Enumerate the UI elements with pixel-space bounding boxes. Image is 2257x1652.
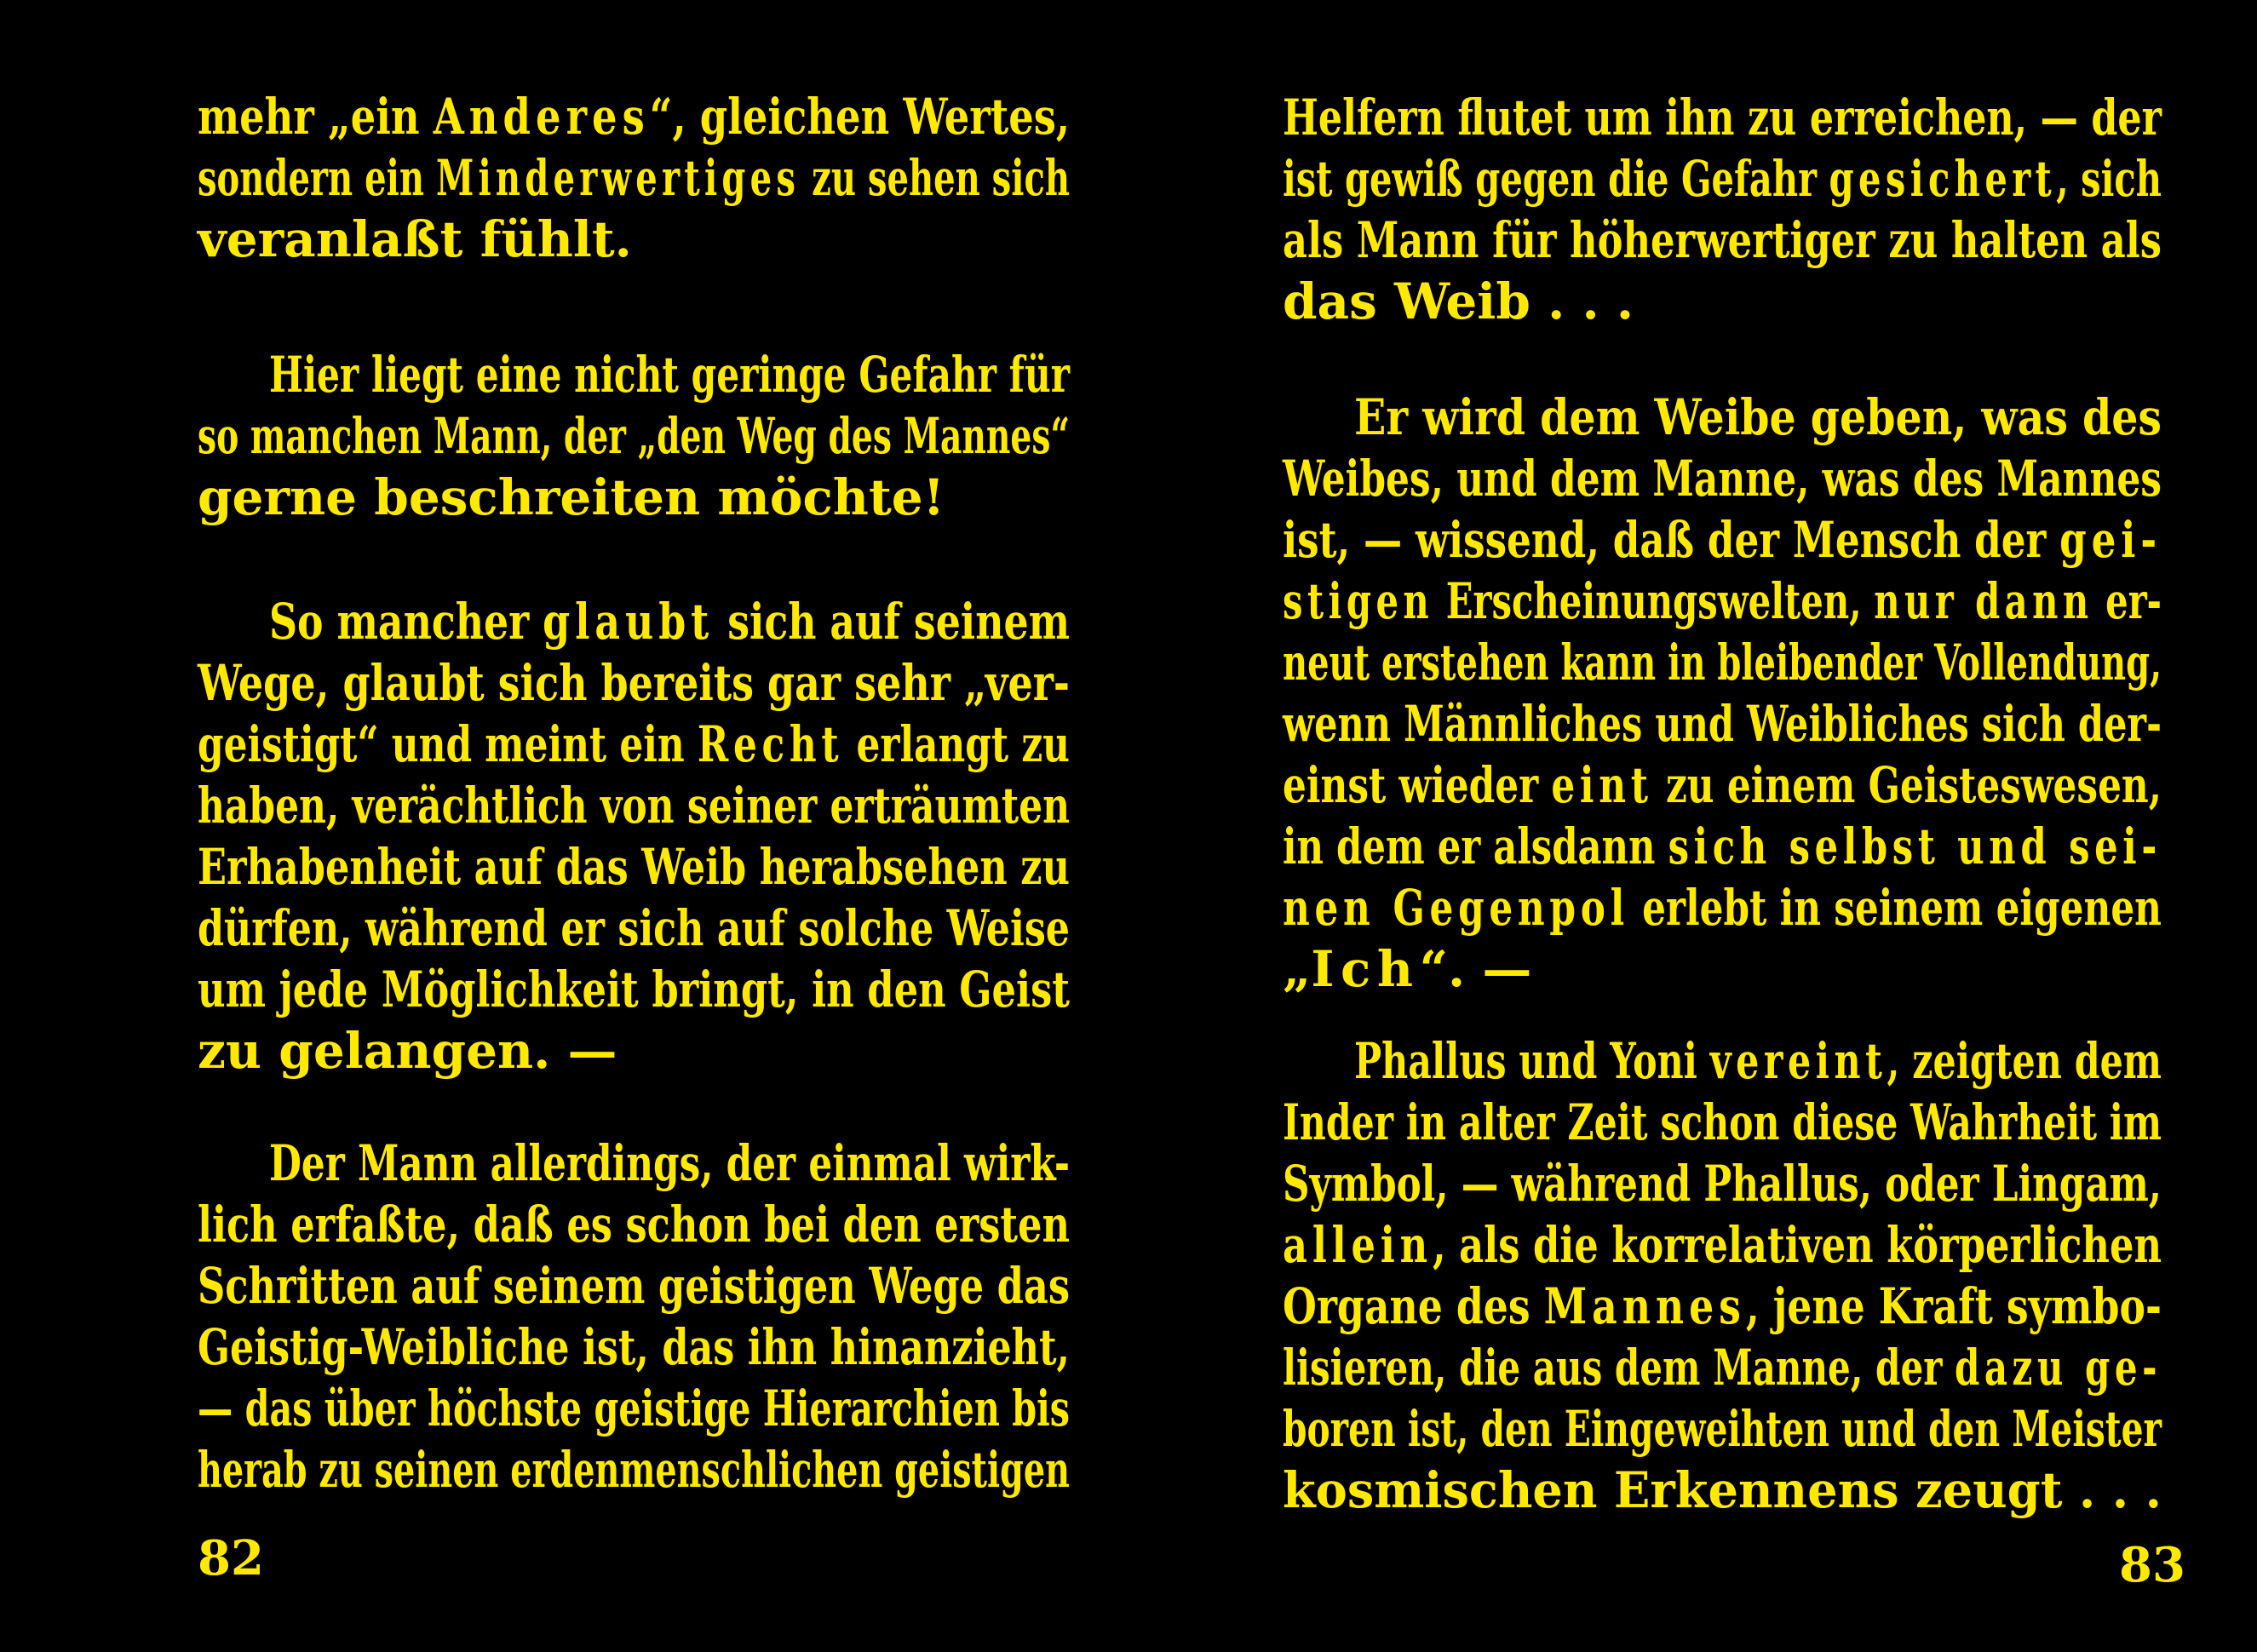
text-line-content: Hier liegt eine nicht geringe Gefahr für: [269, 346, 1070, 404]
text-line: [1283, 448, 2162, 509]
text-line: [198, 467, 1070, 528]
text-line-content: Schritten auf seinem geistigen Wege das: [198, 1257, 1070, 1315]
text-line-content: zu gelangen. —: [198, 1022, 617, 1080]
paragraph: [198, 344, 1070, 528]
letterspaced-text: nur dann: [1874, 572, 2093, 630]
text-line: [1283, 148, 2162, 209]
text-line: [198, 591, 1070, 652]
text-line: [1283, 1337, 2162, 1398]
text-line-content: nen Gegenpol erlebt in seinem eigenen: [1283, 879, 2162, 937]
text-line-content: lich erfaßte, daß es schon bei den ersten: [198, 1196, 1070, 1253]
text-line: [198, 1378, 1070, 1439]
text-line-content: Wege, glaubt sich bereits gar sehr „ver-: [198, 654, 1070, 712]
paragraph: [1283, 387, 2162, 1000]
page-number-right: 83: [2119, 1537, 2185, 1593]
letterspaced-text: Recht: [697, 715, 844, 773]
text-line: [1283, 1276, 2162, 1337]
text-line: [1283, 693, 2162, 754]
text-line: [198, 898, 1070, 959]
letterspaced-text: sich selbst und sei-: [1668, 817, 2162, 875]
text-line: [1283, 877, 2162, 938]
letterspaced-text: Anderes: [433, 88, 650, 146]
letterspaced-text: Mannes: [1543, 1277, 1746, 1335]
paragraph: [1283, 1030, 2162, 1521]
text-line-content: Der Mann allerdings, der einmal wirk-: [269, 1134, 1070, 1192]
text-line-content: Symbol, — während Phallus, oder Lingam,: [1283, 1155, 2162, 1213]
text-line-content: als Mann für höherwertiger zu halten als: [1283, 211, 2162, 269]
paragraph: [198, 86, 1070, 270]
text-line: [198, 1439, 1070, 1500]
letterspaced-text: stigen: [1283, 572, 1434, 630]
text-line-content: ist, — wissend, daß der Mensch der gei-: [1283, 511, 2162, 569]
text-line-content: Er wird dem Weibe geben, was des: [1354, 388, 2162, 446]
paragraph: [198, 591, 1070, 1081]
text-line-content: herab zu seinen erdenmenschlichen geistigen: [198, 1441, 1070, 1499]
text-line: [198, 959, 1070, 1020]
text-line-content: neut erstehen kann in bleibender Vollendung,: [1283, 634, 2162, 691]
text-line: [198, 86, 1070, 147]
text-line-content: haben, verächtlich von seiner erträumten: [198, 777, 1070, 835]
text-line: [198, 147, 1070, 209]
page-83-text-column: [1283, 0, 2162, 1652]
text-line: [1283, 209, 2162, 271]
text-line: [1283, 1398, 2162, 1460]
letterspaced-text: gesichert: [1829, 150, 2057, 208]
text-line-content: Phallus und Yoni vereint, zeigten dem: [1354, 1032, 2162, 1090]
text-line: [198, 836, 1070, 898]
text-line-content: veranlaßt fühlt.: [198, 210, 632, 268]
paragraph: [1283, 87, 2162, 332]
text-line-content: Inder in alter Zeit schon diese Wahrheit im: [1283, 1093, 2162, 1151]
letterspaced-text: Minderwertiges: [435, 149, 801, 207]
text-line-content: in dem er alsdann sich selbst und sei-: [1283, 817, 2162, 875]
text-line-content: mehr „ein Anderes“, gleichen Wertes,: [198, 88, 1070, 146]
text-line: [198, 775, 1070, 836]
text-line: [198, 1255, 1070, 1316]
text-line-content: Organe des Mannes, jene Kraft symbo-: [1283, 1277, 2162, 1335]
text-line-content: So mancher glaubt sich auf seinem: [269, 593, 1070, 651]
text-line: [198, 1194, 1070, 1255]
text-line-content: Geistig-Weibliche ist, das ihn hinanzieht,: [198, 1318, 1070, 1376]
letterspaced-text: nen Gegenpol: [1283, 879, 1629, 937]
text-line: [1283, 1092, 2162, 1153]
text-line: [198, 1020, 1070, 1081]
text-line-content: — das über höchste geistige Hierarchien bis: [198, 1380, 1070, 1437]
text-line-content: stigen Erscheinungswelten, nur dann er-: [1283, 572, 2162, 630]
text-line: [198, 714, 1070, 775]
text-line-content: um jede Möglichkeit bringt, in den Geist: [198, 961, 1070, 1018]
text-line: [1283, 1153, 2162, 1214]
text-line-content: kosmischen Erkennens zeugt . . .: [1283, 1461, 2162, 1519]
text-line: [198, 1316, 1070, 1378]
text-line-content: boren ist, den Eingeweihten und den Meister: [1283, 1400, 2162, 1458]
page-number-left: 82: [198, 1530, 264, 1586]
text-line: [1283, 754, 2162, 816]
text-line: [1283, 87, 2162, 148]
text-line-content: gerne beschreiten möchte!: [198, 468, 945, 526]
text-line: [198, 1133, 1070, 1194]
text-line-content: ist gewiß gegen die Gefahr gesichert, sich: [1283, 150, 2162, 208]
page-82-text-column: [198, 0, 1070, 1652]
text-line-content: Weibes, und dem Manne, was des Mannes: [1283, 450, 2162, 508]
text-line: [198, 344, 1070, 405]
text-line: [1283, 938, 2162, 1000]
text-line-content: „Ich“. —: [1283, 940, 1532, 998]
text-line-content: so manchen Mann, der „den Weg des Mannes“: [198, 407, 1070, 465]
text-line-content: einst wieder eint zu einem Geisteswesen,: [1283, 756, 2162, 814]
text-line: [1283, 509, 2162, 571]
text-line: [1283, 571, 2162, 632]
text-line-content: Helfern flutet um ihn zu erreichen, — der: [1283, 89, 2162, 146]
text-line: [1283, 1460, 2162, 1521]
text-line: [1283, 1030, 2162, 1092]
text-line: [1283, 1214, 2162, 1276]
text-line: [198, 209, 1070, 270]
text-line: [1283, 816, 2162, 877]
letterspaced-text: dazu ge-: [1954, 1339, 2162, 1397]
text-line-content: das Weib . . .: [1283, 272, 1634, 330]
text-line-content: Erhabenheit auf das Weib herabsehen zu: [198, 838, 1070, 896]
letterspaced-text: vereint: [1709, 1032, 1887, 1090]
letterspaced-text: allein: [1283, 1216, 1433, 1274]
text-line-content: wenn Männliches und Weibliches sich der-: [1283, 695, 2162, 753]
text-line-content: sondern ein Minderwertiges zu sehen sich: [198, 149, 1070, 207]
text-line: [1283, 271, 2162, 332]
letterspaced-text: glaubt: [543, 593, 715, 651]
text-line: [198, 405, 1070, 467]
text-line-content: allein, als die korrelativen körperlichen: [1283, 1216, 2162, 1274]
letterspaced-text: Ich: [1311, 940, 1420, 998]
text-line: [1283, 632, 2162, 693]
paragraph: [198, 1133, 1070, 1500]
letterspaced-text: eint: [1551, 756, 1653, 814]
text-line: [1283, 387, 2162, 448]
letterspaced-text: gei-: [2059, 511, 2162, 569]
text-line: [198, 652, 1070, 714]
text-line-content: lisieren, die aus dem Manne, der dazu ge-: [1283, 1339, 2162, 1397]
text-line-content: geistigt“ und meint ein Recht erlangt zu: [198, 715, 1070, 773]
text-line-content: dürfen, während er sich auf solche Weise: [198, 899, 1070, 957]
